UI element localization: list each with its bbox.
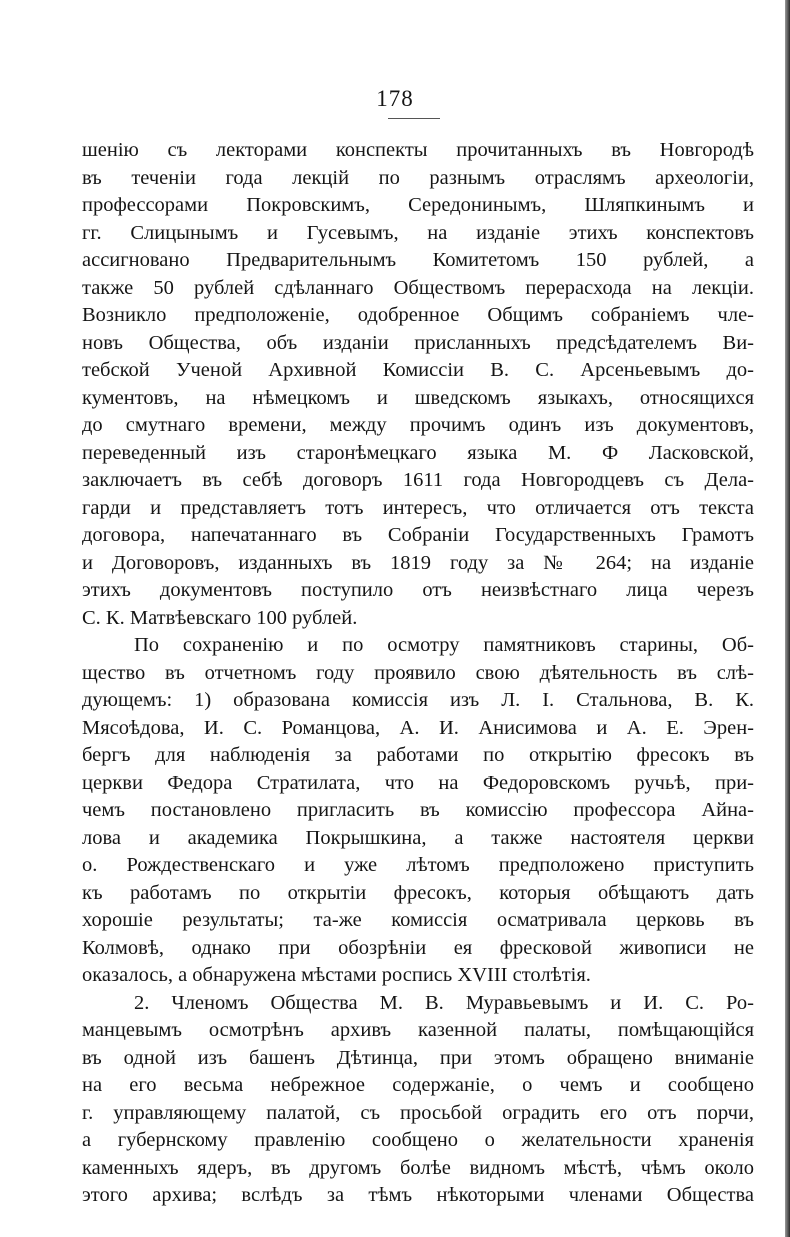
text-line-2: въ теченіи года лекцій по разнымъ отраслямъ археологіи,	[82, 166, 754, 189]
text-line-30: Колмовѣ, однако при обозрѣніи ея фресковой живописи не	[82, 936, 754, 959]
text-line-1: шенію съ лекторами конспекты прочитанныхъ въ Новгородѣ	[82, 139, 754, 161]
text-line-19: По сохраненію и по осмотру памятниковъ старины, Об-	[134, 634, 754, 656]
text-line-37: а губернскому правленію сообщено о желательности храненія	[82, 1129, 754, 1151]
text-line-34: въ одной изъ башенъ Дѣтинца, при этомъ обращено вниманіе	[82, 1046, 754, 1069]
text-line-38: каменныхъ ядеръ, въ другомъ болѣе видномъ мѣстѣ, чѣмъ около	[82, 1156, 754, 1179]
text-line-9: тебской Ученой Архивной Комиссіи В. С. Арсеньевымъ до-	[82, 359, 754, 381]
text-line-28: къ работамъ по открытіи фресокъ, которыя обѣщаютъ дать	[82, 881, 754, 904]
text-line-26: лова и академика Покрышкина, а также настоятеля церкви	[82, 826, 754, 849]
text-line-12: переведенный изъ старонѣмецкаго языка М. Ф Ласковской,	[82, 441, 754, 464]
text-line-11: до смутнаго времени, между прочимъ одинъ изъ документовъ,	[82, 414, 754, 436]
body-text	[82, 137, 754, 1210]
text-line-31: оказалось, а обнаружена мѣстами роспись XVIII столѣтія.	[82, 964, 591, 986]
text-line-36: г. управляющему палатой, съ просьбой оградить его отъ порчи,	[82, 1101, 754, 1124]
text-line-4: гг. Слицынымъ и Гусевымъ, на изданіе этихъ конспектовъ	[82, 221, 754, 244]
text-line-6: также 50 рублей сдѣланнаго Обществомъ перерасхода на лекціи.	[82, 276, 754, 299]
text-line-13: заключаетъ въ себѣ договоръ 1611 года Новгородцевъ съ Дела-	[82, 469, 754, 491]
text-line-14: гарди и представляетъ тотъ интересъ, что отличается отъ текста	[82, 496, 754, 519]
text-line-17: этихъ документовъ поступило отъ неизвѣстнаго лица черезъ	[82, 579, 754, 601]
text-line-27: о. Рождественскаго и уже лѣтомъ предположено приступить	[82, 854, 754, 876]
text-line-3: профессорами Покровскимъ, Середонинымъ, Шляпкинымъ и	[82, 194, 754, 216]
text-line-23: бергъ для наблюденія за работами по открытію фресокъ въ	[82, 744, 754, 766]
text-line-18: С. К. Матвѣевскаго 100 рублей.	[82, 606, 358, 629]
page-edge-shadow	[785, 0, 790, 1237]
text-line-33: манцевымъ осмотрѣнъ архивъ казенной палаты, помѣщающійся	[82, 1019, 754, 1041]
text-line-20: щество въ отчетномъ году проявило свою дѣятельность въ слѣ-	[82, 661, 754, 684]
page-number-rule	[388, 118, 440, 119]
page-number: 178	[376, 86, 414, 111]
text-line-15: договора, напечатаннаго въ Собраніи Государственныхъ Грамотъ	[82, 524, 754, 546]
text-line-5: ассигновано Предварительнымъ Комитетомъ 150 рублей, а	[82, 249, 754, 271]
text-line-10: кументовъ, на нѣмецкомъ и шведскомъ языкахъ, относящихся	[82, 386, 754, 409]
text-line-39: этого архива; вслѣдъ за тѣмъ нѣкоторыми членами Общества	[82, 1184, 754, 1206]
text-line-25: чемъ постановлено пригласить въ комиссію профессора Айна-	[82, 799, 754, 821]
text-line-29: хорошіе результаты; та-же комиссія осматривала церковь въ	[82, 909, 754, 931]
text-line-16: и Договоровъ, изданныхъ въ 1819 году за № 264; на изданіе	[82, 551, 754, 574]
text-line-8: новъ Общества, объ изданіи присланныхъ предсѣдателемъ Ви-	[82, 331, 754, 354]
text-line-24: церкви Федора Стратилата, что на Федоровскомъ ручьѣ, при-	[82, 771, 754, 794]
text-line-21: дующемъ: 1) образована комиссія изъ Л. І. Стальнова, В. К.	[82, 689, 754, 711]
text-line-22: Мясоѣдова, И. С. Романцова, А. И. Анисимова и А. Е. Эрен-	[82, 716, 754, 739]
text-line-35: на его весьма небрежное содержаніе, о чемъ и сообщено	[82, 1074, 754, 1096]
text-line-32: 2. Членомъ Общества М. В. Муравьевымъ и И. С. Ро-	[134, 991, 754, 1014]
text-line-7: Возникло предположеніе, одобренное Общимъ собраніемъ чле-	[82, 304, 754, 326]
